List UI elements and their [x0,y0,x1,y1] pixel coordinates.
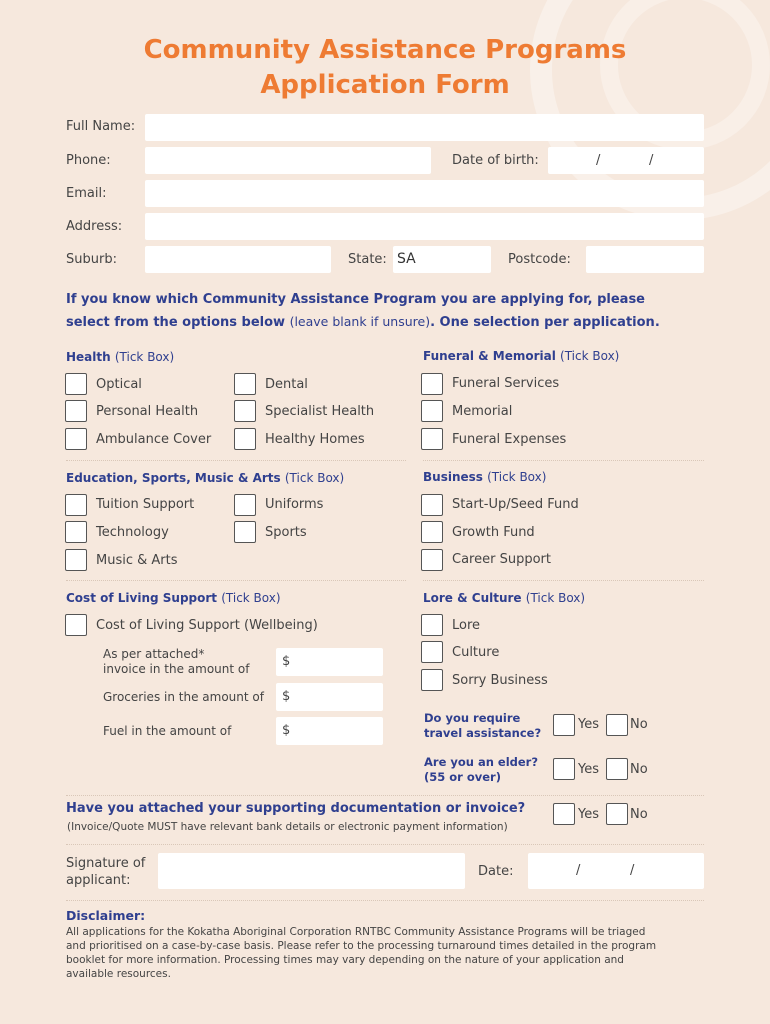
divider [66,844,704,845]
music-arts-checkbox[interactable] [65,549,87,571]
state-field[interactable]: SA [393,246,491,273]
career-support-checkbox[interactable] [421,549,443,571]
email-field[interactable] [145,180,704,207]
date-separator: / [630,863,635,878]
intro-text-line2 [66,311,660,334]
sorry-business-label: Sorry Business [452,673,548,688]
elder-yes-label: Yes [578,762,599,777]
start-up-seed-fund-label: Start-Up/Seed Fund [452,497,579,512]
disclaimer-text: All applications for the Kokatha Aboriginal Corporation RNTBC Community Assistance Programs will be triaged and prioritised on a case-by-case basis. Please refer to the processing turnaround times detailed in the program booklet for more information. Processing times may vary depending on the nature of your application and available resources. [66,926,657,980]
growth-fund-checkbox[interactable] [421,521,443,543]
travel-yes-label: Yes [578,717,599,732]
technology-label: Technology [96,525,169,540]
elder-yes-checkbox[interactable] [553,758,575,780]
education-heading: Education, Sports, Music & Arts (Tick Box) [66,471,345,485]
uniforms-label: Uniforms [265,497,324,512]
growth-fund-label: Growth Fund [452,525,535,540]
phone-field[interactable] [145,147,431,174]
travel-yes-checkbox[interactable] [553,714,575,736]
invoice-amount-field[interactable] [276,648,383,676]
attached-yes-label: Yes [578,807,599,822]
currency-symbol: $ [282,654,291,669]
disclaimer-heading: Disclaimer: [66,908,146,923]
specialist-health-label: Specialist Health [265,404,375,419]
travel-no-checkbox[interactable] [606,714,628,736]
address-label: Address: [66,219,123,234]
date-separator: / [576,863,581,878]
ambulance-cover-checkbox[interactable] [65,428,87,450]
cost-of-living-checkbox[interactable] [65,614,87,636]
email-label: Email: [66,186,107,201]
cost-of-living-label: Cost of Living Support (Wellbeing) [96,618,318,633]
healthy-homes-checkbox[interactable] [234,428,256,450]
attached-no-label: No [630,807,648,822]
intro-text-b: (leave blank if unsure) [289,314,431,329]
tuition-support-label: Tuition Support [96,497,195,512]
tuition-support-checkbox[interactable] [65,494,87,516]
ambulance-cover-label: Ambulance Cover [96,432,212,447]
memorial-checkbox[interactable] [421,400,443,422]
divider [66,795,704,796]
technology-checkbox[interactable] [65,521,87,543]
personal-health-label: Personal Health [96,404,199,419]
dob-label: Date of birth: [452,153,539,168]
optical-label: Optical [96,377,142,392]
full-name-field[interactable] [145,114,704,141]
date-field[interactable] [528,853,704,889]
dob-separator: / [596,153,601,168]
travel-no-label: No [630,717,648,732]
dental-checkbox[interactable] [234,373,256,395]
travel-question: Do you require travel assistance? [424,711,542,740]
fuel-label: Fuel in the amount of [103,724,232,738]
attached-note: (Invoice/Quote MUST have relevant bank details or electronic payment information) [67,821,508,833]
full-name-label: Full Name: [66,119,136,134]
culture-checkbox[interactable] [421,641,443,663]
sports-checkbox[interactable] [234,521,256,543]
currency-symbol: $ [282,723,291,738]
groceries-amount-field[interactable] [276,683,383,711]
invoice-label: As per attached* invoice in the amount of [103,647,250,676]
postcode-field[interactable] [586,246,704,273]
signature-field[interactable] [158,853,465,889]
music-arts-label: Music & Arts [96,553,178,568]
optical-checkbox[interactable] [65,373,87,395]
divider [66,900,704,901]
funeral-services-label: Funeral Services [452,376,560,391]
intro-text-a: select from the options below [66,315,290,330]
career-support-label: Career Support [452,552,551,567]
groceries-label: Groceries in the amount of [103,690,264,704]
funeral-expenses-label: Funeral Expenses [452,432,567,447]
form-title-line1: Community Assistance Programs [143,35,627,65]
attached-no-checkbox[interactable] [606,803,628,825]
dental-label: Dental [265,377,308,392]
currency-symbol: $ [282,689,291,704]
postcode-label: Postcode: [508,252,571,267]
dob-separator: / [649,153,654,168]
suburb-label: Suburb: [66,252,117,267]
state-label: State: [348,252,387,267]
dob-field[interactable] [548,147,704,174]
healthy-homes-label: Healthy Homes [265,432,365,447]
attached-yes-checkbox[interactable] [553,803,575,825]
fuel-amount-field[interactable] [276,717,383,745]
elder-no-label: No [630,762,648,777]
lore-checkbox[interactable] [421,614,443,636]
divider [423,460,704,461]
address-field[interactable] [145,213,704,240]
sorry-business-checkbox[interactable] [421,669,443,691]
personal-health-checkbox[interactable] [65,400,87,422]
start-up-seed-fund-checkbox[interactable] [421,494,443,516]
funeral-heading: Funeral & Memorial (Tick Box) [423,349,620,363]
lore-culture-heading: Lore & Culture (Tick Box) [423,591,586,605]
divider [423,580,704,581]
uniforms-checkbox[interactable] [234,494,256,516]
date-label: Date: [478,864,514,879]
funeral-expenses-checkbox[interactable] [421,428,443,450]
signature-label: Signature of applicant: [66,856,146,888]
intro-text-c: . One selection per application. [430,315,660,330]
form-title-line2: Application Form [260,70,510,100]
cost-of-living-heading: Cost of Living Support (Tick Box) [66,591,281,605]
funeral-services-checkbox[interactable] [421,373,443,395]
sports-label: Sports [265,525,307,540]
intro-text-line1: If you know which Community Assistance Program you are applying for, please [66,292,646,307]
lore-label: Lore [452,618,481,633]
attached-question: Have you attached your supporting documentation or invoice? [66,801,526,816]
memorial-label: Memorial [452,404,513,419]
suburb-field[interactable] [145,246,331,273]
specialist-health-checkbox[interactable] [234,400,256,422]
health-heading: Health (Tick Box) [66,350,175,364]
elder-no-checkbox[interactable] [606,758,628,780]
phone-label: Phone: [66,153,111,168]
elder-question: Are you an elder? (55 or over) [424,755,539,784]
business-heading: Business (Tick Box) [423,470,547,484]
divider [66,580,406,581]
culture-label: Culture [452,645,500,660]
divider [66,460,406,461]
